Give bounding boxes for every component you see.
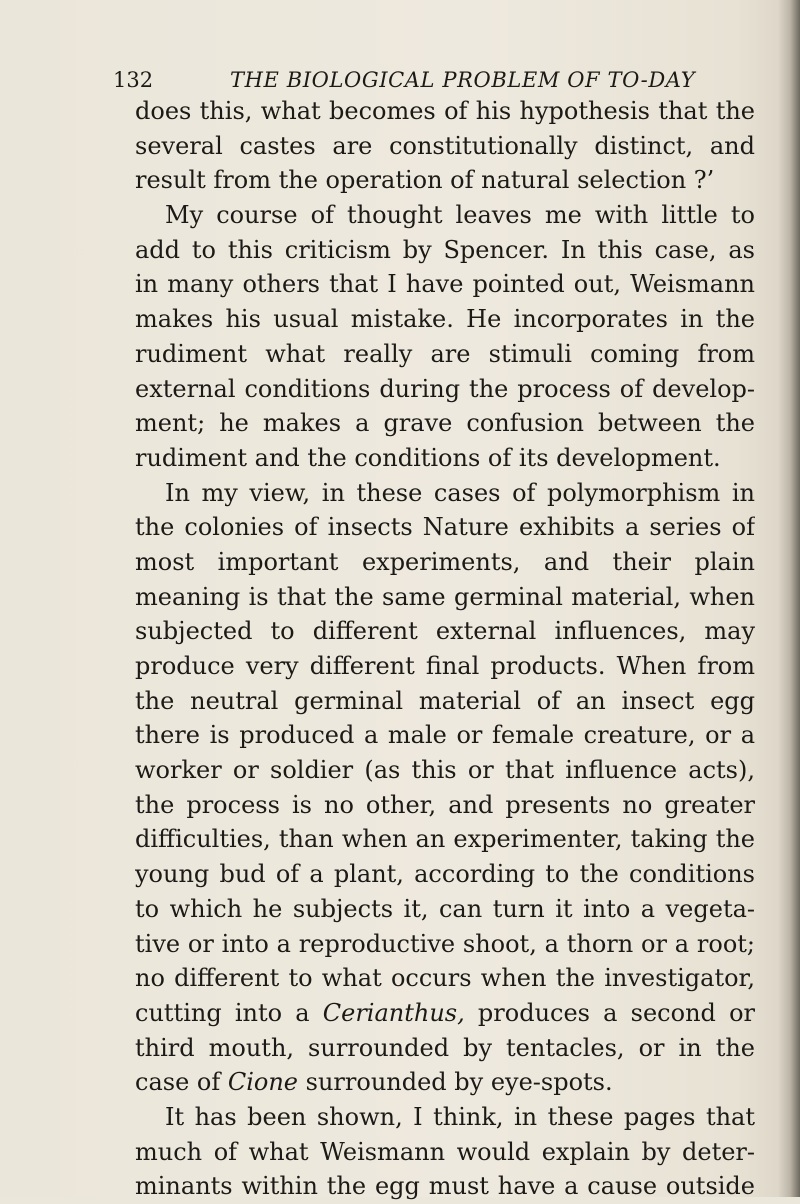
text-line: meaning is that the same germinal material, when [135,582,755,611]
text-line: minants within the egg must have a cause outside [135,1172,755,1201]
text-line: no different to what occurs when the investigator, [135,964,755,993]
text-line: the neutral germinal material of an insect egg [135,686,755,715]
text-segment: surrounded by eye-spots. [298,1068,613,1097]
text-line [135,1065,755,1100]
page-number: 132 [113,68,154,92]
text-line: external conditions during the process of develop- [135,374,755,403]
text-segment: produces a second or [464,998,755,1027]
text-line [135,996,755,1031]
text-line: there is produced a male or female creature, or a [135,721,755,750]
text-line: difficulties, than when an experimenter, taking the [135,825,755,854]
italic-term: Cione [227,1068,299,1097]
text-line: the process is no other, and presents no greater [135,790,755,819]
text-line: result from the operation of natural selection ?’ [135,166,715,195]
text-line: to which he subjects it, can turn it into a vegeta- [135,894,755,923]
text-segment: cutting into a [135,998,323,1027]
text-line: young bud of a plant, according to the conditions [135,860,755,889]
running-title: THE BIOLOGICAL PROBLEM OF TO-DAY [230,68,696,92]
text-line: third mouth, surrounded by tentacles, or in the [135,1033,755,1062]
text-line: in many others that I have pointed out, Weismann [135,270,755,299]
body-text [135,94,755,1204]
text-line: worker or soldier (as this or that influence acts), [135,756,755,785]
text-line: It has been shown, I think, in these pages that [165,1102,755,1131]
text-line: My course of thought leaves me with little to [165,201,755,230]
text-line: much of what Weismann would explain by deter- [135,1137,755,1166]
text-line: makes his usual mistake. He incorporates in the [135,305,755,334]
italic-term: Cerianthus, [322,998,465,1027]
text-line: rudiment what really are stimuli coming from [135,339,755,368]
text-line: ment; he makes a grave confusion between the [135,409,755,438]
text-line: produce very different final products. When from [135,652,755,680]
text-line: does this, what becomes of his hypothesis that the [135,97,755,125]
running-head [113,66,753,94]
text-line: In my view, in these cases of polymorphism in [165,478,755,507]
text-line: tive or into a reproductive shoot, a thorn or a root; [135,929,755,958]
text-segment: case of [135,1068,228,1097]
text-line: rudiment and the conditions of its development. [135,443,721,472]
text-line: the colonies of insects Nature exhibits a series of [135,513,755,542]
text-line: add to this criticism by Spencer. In this case, as [135,235,755,264]
text-line: subjected to different external influences, may [135,617,755,646]
text-line: most important experiments, and their plain [135,547,755,576]
text-line: several castes are constitutionally distinct, and [135,131,755,160]
page-edge-shadow [778,0,800,1197]
